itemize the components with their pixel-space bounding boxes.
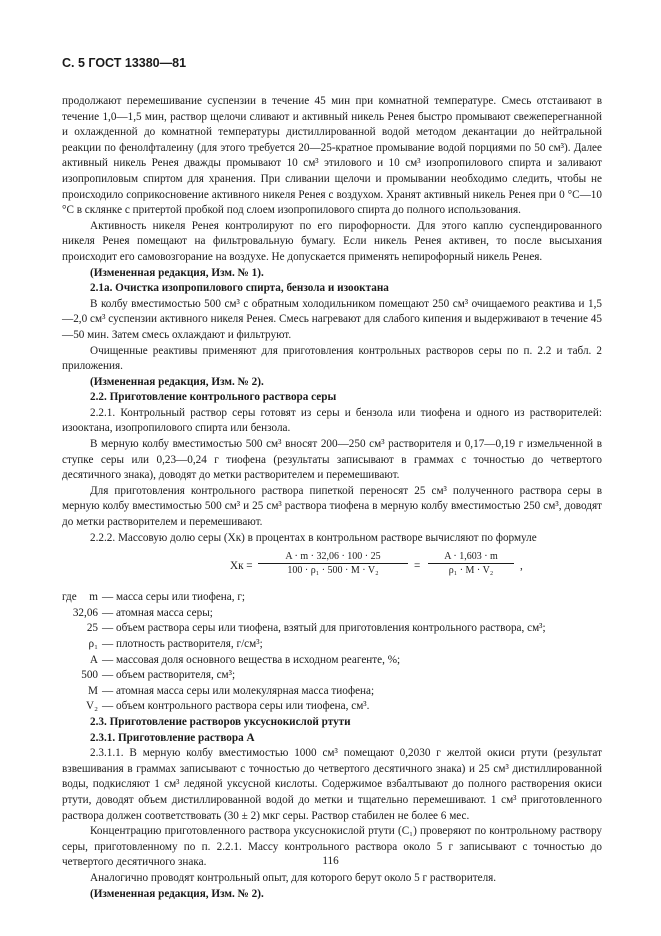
legend-symbol: 32,06: [72, 606, 98, 619]
paragraph: Активность никеля Ренея контролируют по его пирофорности. Для этого каплю суспендированного никеля Ренея помещают на фильтровальную бумагу. Если никель Ренея активен, то после высыхания происходит его самовозгорание на воздухе. Не допускается применять непирофорный никель Ренея.: [62, 219, 602, 263]
legend-row: [62, 699, 602, 715]
paragraph: В мерную колбу вместимостью 500 см³ вносят 200—250 см³ растворителя и 0,17—0,19 г измельченной в ступке серы или 0,23—0,24 г тиофена (результаты записывают в граммах с точностью до четвертого десятичного знака), доводят до метки растворителем и перемешивают.: [62, 438, 602, 482]
paragraph: Концентрацию приготовленного раствора уксуснокислой ртути (C₁) проверяют по контрольному раствору серы, приготовленному по п. 2.2.1. Массу контрольного раствора около 5 г записывают с точностью до четвертого десятичного знака.: [62, 825, 602, 869]
paragraph: Для приготовления контрольного раствора пипеткой переносят 25 см³ полученного раствора серы в мерную колбу вместимостью 500 см³ и 25 см³ раствора тиофена в мерную колбу вместимостью 250 см³, доводят до метки растворителем и перемешивают.: [62, 484, 602, 529]
paragraph: Аналогично проводят контрольный опыт, для которого берут около 5 г растворителя.: [90, 871, 497, 884]
legend-symbol: 500: [81, 669, 98, 682]
subsection-heading: 2.3.1. Приготовление раствора А: [90, 731, 255, 744]
formula-fraction: [258, 550, 408, 577]
legend-symbol: 25: [86, 622, 98, 635]
legend-row: [62, 684, 602, 700]
document-body: [62, 94, 602, 902]
revision-note: (Измененная редакция, Изм. № 2).: [90, 887, 264, 900]
legend-description: — объем контрольного раствора серы или тиофена, см³.: [102, 700, 370, 713]
revision-note: (Измененная редакция, Изм. № 1).: [90, 266, 264, 279]
formula-numerator: A · m · 32,06 · 100 · 25: [258, 550, 408, 564]
legend-description: — масса серы или тиофена, г;: [102, 591, 246, 604]
legend-symbol: ρ₁: [88, 638, 98, 650]
legend-description: — плотность растворителя, г/см³;: [102, 638, 263, 650]
paragraph: Очищенные реактивы применяют для приготовления контрольных растворов серы по п. 2.2 и табл. 2 приложения.: [62, 344, 602, 373]
paragraph: 2.3.1.1. В мерную колбу вместимостью 1000 см³ помещают 0,2030 г желтой окиси ртути (результат взвешивания в граммах записывают с точностью до четвертого десятичного знака) и 25 см³ дистиллированной воды, подкисляют 1 см³ ледяной уксусной кислоты. Содержимое взбалтывают до полного растворения окиси ртути, доводят объем дистиллированной водой до метки и тщательно перемешивают. 1 см³ приготовленного раствора должен соответствовать (30 ± 2) мкг серы. Раствор стабилен не более 6 мес.: [62, 747, 602, 822]
paragraph: продолжают перемешивание суспензии в течение 45 мин при комнатной температуре. Смесь отстаивают в течение 1,0—1,5 мин, раствор щелочи сливают и активный никель Ренея быстро промывают свежеперегнанной и охлажденной до комнатной температуры дистиллированной водой методом декантации до нейтральной реакции по фенолфталеину (для этого требуется 20—25-кратное промывание водой порциями по 50 см³). Далее активный никель Ренея дважды промывают 10 см³ этилового и 10 см³ изопропилового спирта и заливают изопропиловым спиртом для хранения. При сливании щелочи и промывании необходимо следить, чтобы не происходило соприкосновение активного никеля Ренея с воздухом. Хранят активный никель Ренея при 0 °С—10 °С в склянке с притертой пробкой под слоем изопропилового спирта до полного использования.: [62, 95, 602, 217]
paragraph: 2.2.2. Массовую долю серы (Xк) в процентах в контрольном растворе вычисляют по формуле: [90, 531, 537, 544]
section-heading: 2.1а. Очистка изопропилового спирта, бензола и изооктана: [90, 282, 389, 295]
formula-denominator: 100 · ρ₁ · 500 · M · V₂: [287, 565, 379, 577]
section-heading: 2.3. Приготовление растворов уксуснокислой ртути: [90, 715, 351, 728]
legend-description: — объем растворителя, см³;: [102, 669, 236, 682]
formula: [62, 548, 602, 584]
legend-row: [62, 653, 602, 669]
formula-fraction: [428, 550, 514, 577]
paragraph: В колбу вместимостью 500 см³ с обратным холодильником помещают 250 см³ очищаемого реактива и 1,5—2,0 см³ суспензии активного никеля Ренея. Смесь нагревают для слабого кипения и выдерживают в течение 45—50 мин. Затем смесь охлаждают и фильтруют.: [62, 297, 602, 341]
formula-equals: =: [414, 560, 421, 573]
legend-row: [62, 621, 602, 637]
legend-intro: где: [62, 591, 77, 604]
formula-comma: ,: [520, 560, 523, 573]
legend-description: — атомная масса серы;: [102, 606, 213, 619]
legend-symbol: V₂: [86, 700, 98, 713]
formula-lhs: Xк =: [230, 560, 253, 573]
paragraph: 2.2.1. Контрольный раствор серы готовят из серы и бензола или тиофена и одного из растворителей: изооктана, изопропилового спирта или бензола.: [62, 406, 602, 435]
legend-row: [62, 606, 602, 622]
page-number: 116: [322, 855, 339, 867]
legend-row: [62, 637, 602, 653]
legend-description: — объем раствора серы или тиофена, взятый для приготовления контрольного раствора, см³;: [102, 622, 546, 635]
legend-row: [62, 668, 602, 684]
legend-symbol: M: [88, 684, 98, 697]
formula-denominator: ρ₁ · M · V₂: [448, 565, 494, 577]
page-header: С. 5 ГОСТ 13380—81: [62, 56, 187, 70]
formula-legend: [62, 590, 602, 715]
legend-description: — массовая доля основного вещества в исходном реагенте, %;: [102, 653, 401, 666]
legend-symbol: A: [89, 653, 98, 666]
revision-note: (Измененная редакция, Изм. № 2).: [90, 375, 264, 388]
section-heading: 2.2. Приготовление контрольного раствора серы: [90, 391, 337, 404]
legend-description: — атомная масса серы или молекулярная масса тиофена;: [102, 684, 375, 697]
legend-symbol: m: [89, 591, 98, 604]
legend-row: [62, 590, 602, 606]
formula-numerator: A · 1,603 · m: [428, 550, 514, 564]
